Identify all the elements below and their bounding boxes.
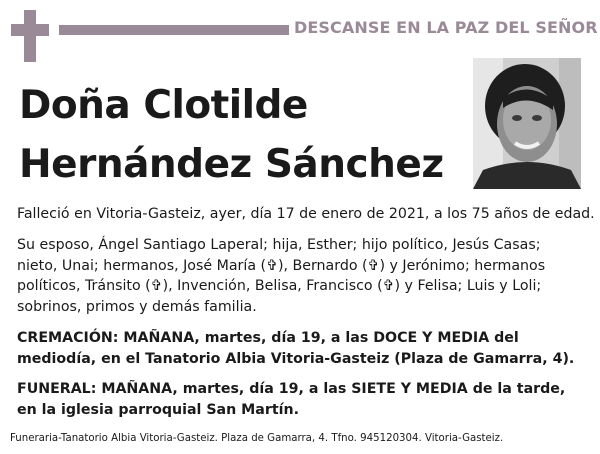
announcement-text: Falleció en Vitoria-Gasteiz, ayer, día 17 de enero de 2021, a los 75 años de edad. (17, 206, 595, 222)
cremation-text: CREMACIÓN: MAÑANA, martes, día 19, a las DOCE Y MEDIA del mediodía, en el Tanatorio Albia Vitoria-Gasteiz (Plaza de Gamarra, 4). (17, 330, 575, 367)
latin-cross-icon (11, 10, 49, 62)
deceased-portrait-photo (473, 58, 581, 189)
deceased-name-line1: Doña Clotilde (19, 83, 308, 128)
header-rule (59, 25, 289, 35)
header-title: DESCANSE EN LA PAZ DEL SEÑOR (294, 18, 598, 37)
family-text: Su esposo, Ángel Santiago Laperal; hija, Esther; hijo político, Jesús Casas; nieto, Unai; hermanos, José María (✞), Bernardo (✞) y Jerónimo; hermanos políticos, Tránsito (✞), Invención, Belisa, Francisco (✞) y Felisa; Luis y Loli; sobrinos, primos y demás familia. (17, 237, 546, 315)
deceased-name-line2: Hernández Sánchez (19, 142, 444, 187)
funeral-home-footer: Funeraria-Tanatorio Albia Vitoria-Gasteiz. Plaza de Gamarra, 4. Tfno. 945120304. Vitoria-Gasteiz. (10, 433, 504, 444)
funeral-text: FUNERAL: MAÑANA, martes, día 19, a las SIETE Y MEDIA de la tarde, en la iglesia parroquial San Martín. (17, 381, 566, 418)
